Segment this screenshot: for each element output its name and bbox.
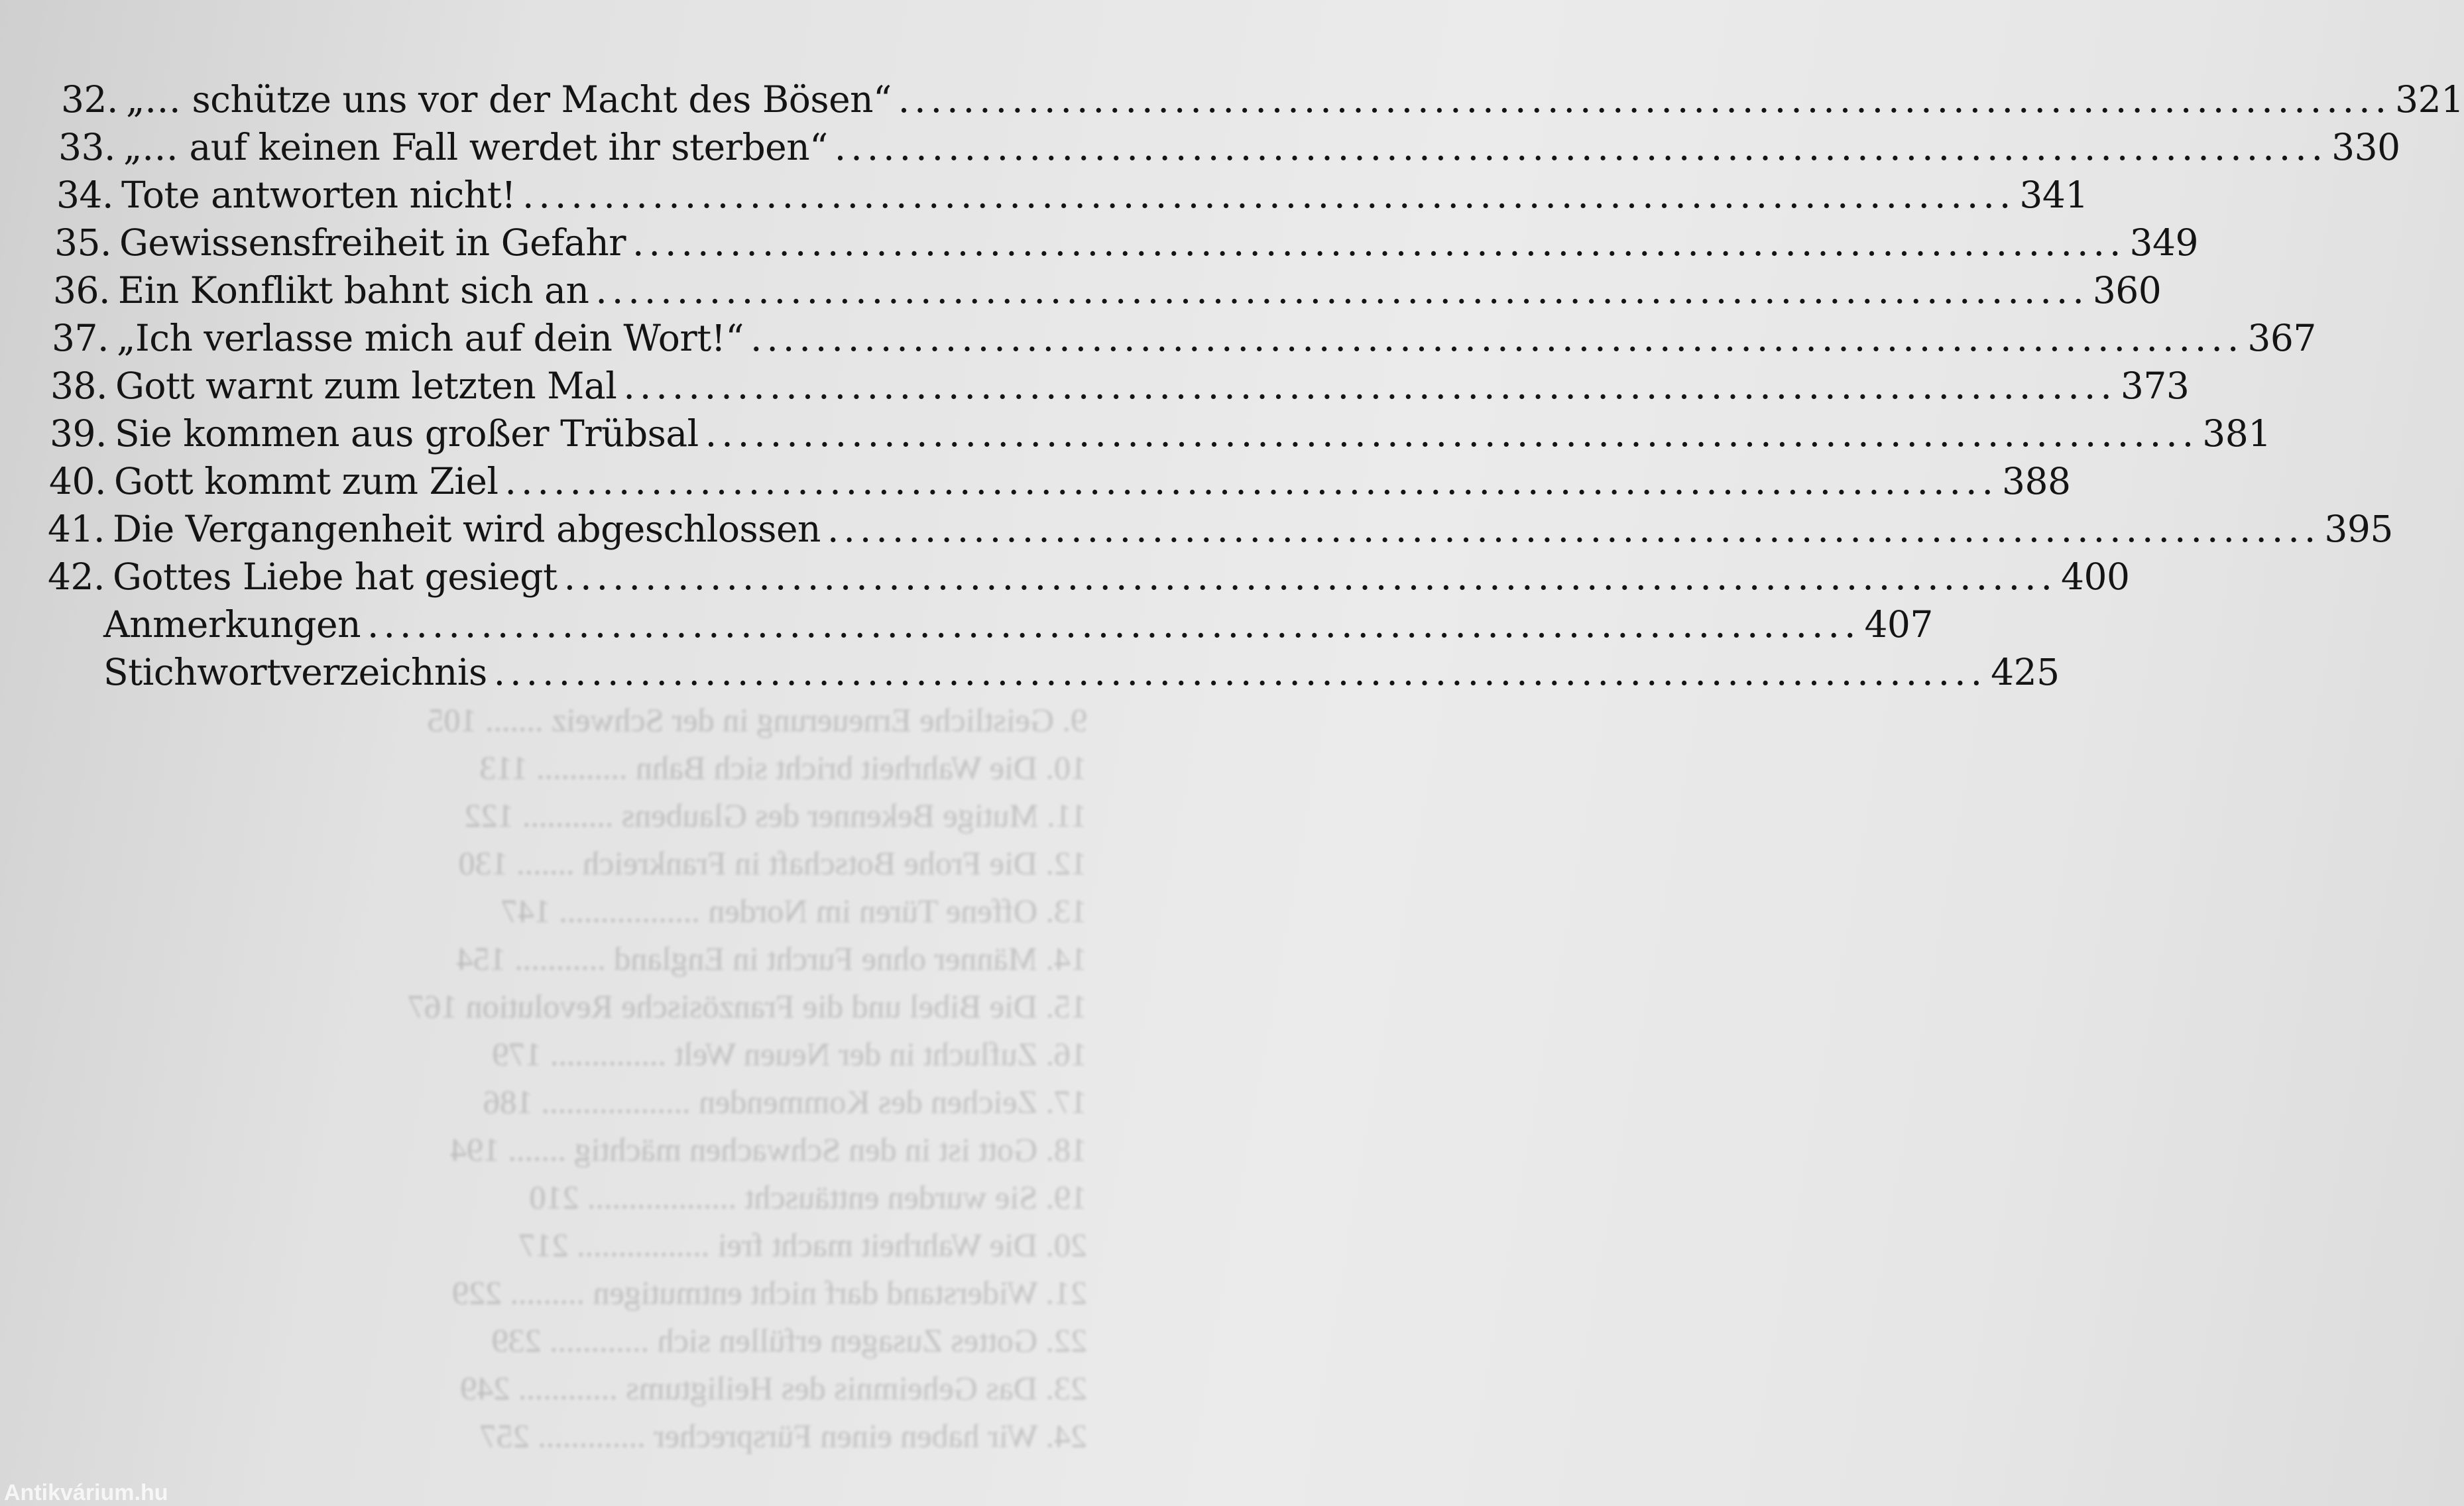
entry-title: Gottes Liebe hat gesiegt	[112, 555, 557, 598]
toc-entry	[49, 457, 2071, 505]
toc-entry	[52, 314, 2316, 362]
dot-leader: ............................................................................................	[367, 603, 1861, 646]
entry-page: 330	[2331, 126, 2400, 168]
toc-entry	[48, 505, 2393, 553]
ghost-line: 12. Die Frohe Botschaft in Frankreich ....... 130	[458, 844, 1087, 882]
ghost-line: 19. Sie wurden enttäuscht .................. 210	[529, 1179, 1087, 1216]
entry-title: „… auf keinen Fall werdet ihr sterben“	[123, 126, 828, 168]
dot-leader: ............................................................................................	[750, 317, 2244, 359]
ghost-line: 17. Zeichen des Kommenden .................. 186	[483, 1083, 1087, 1120]
entry-title: Die Vergangenheit wird abgeschlossen	[112, 508, 821, 550]
dot-leader: ............................................................................................	[827, 508, 2321, 550]
show-through-text	[40, 696, 1087, 1478]
entry-title: Ein Konflikt bahnt sich an	[117, 269, 589, 312]
toc-entry	[50, 410, 2271, 457]
entry-title: „Ich verlasse mich auf dein Wort!“	[116, 317, 744, 359]
ghost-line: 24. Wir haben einen Fürsprecher ............. 257	[479, 1417, 1087, 1454]
dot-leader: ............................................................................................	[522, 174, 2016, 216]
entry-page: 360	[2092, 269, 2162, 312]
entry-page: 395	[2324, 508, 2393, 550]
dot-leader: ............................................................................................	[504, 460, 1998, 502]
ghost-line: 10. Die Wahrheit bricht sich Bahn ........... 113	[479, 749, 1087, 786]
toc-entry	[56, 171, 2088, 219]
toc-entry	[53, 266, 2162, 314]
entry-number: 41.	[48, 508, 105, 550]
dot-leader: ............................................................................................	[493, 651, 1987, 693]
entry-page: 425	[1991, 651, 2060, 693]
toc-entry	[58, 123, 2400, 171]
entry-page: 341	[2019, 174, 2088, 216]
ghost-line: 23. Das Geheimnis des Heiligtums ............ 249	[460, 1369, 1087, 1407]
entry-number: 38.	[50, 365, 107, 407]
entry-number: 36.	[53, 269, 110, 312]
ghost-line: 21. Widerstand darf nicht entmutigen ......... 229	[452, 1274, 1087, 1311]
entry-number: 32.	[61, 78, 118, 121]
toc-entry	[95, 648, 2060, 696]
entry-page: 400	[2061, 555, 2130, 598]
dot-leader: ............................................................................................	[834, 126, 2328, 168]
ghost-line: 18. Gott ist in den Schwachen mächtig ....... 194	[450, 1131, 1087, 1168]
toc-entry	[61, 76, 2464, 123]
toc-entry	[54, 219, 2198, 266]
ghost-line: 22. Gottes Zusagen erfüllen sich ............ 239	[491, 1322, 1087, 1359]
entry-page: 388	[2001, 460, 2071, 502]
entry-title: Gewissensfreiheit in Gefahr	[119, 221, 626, 264]
toc-entry	[50, 362, 2190, 410]
entry-title: Sie kommen aus großer Trübsal	[114, 412, 699, 455]
entry-title: Gott warnt zum letzten Mal	[115, 365, 617, 407]
entry-title: „… schütze uns vor der Macht des Bösen“	[125, 78, 892, 121]
entry-number: 34.	[56, 174, 113, 216]
entry-number: 39.	[50, 412, 107, 455]
entry-page: 349	[2129, 221, 2198, 264]
entry-title: Tote antworten nicht!	[121, 174, 516, 216]
toc-entry	[48, 553, 2130, 601]
dot-leader: ............................................................................................	[705, 412, 2199, 455]
entry-number: 40.	[49, 460, 106, 502]
dot-leader: ............................................................................................	[898, 78, 2392, 121]
entry-page: 407	[1864, 603, 1933, 646]
ghost-line: 20. Die Wahrheit macht frei ................ 217	[518, 1226, 1087, 1263]
entry-page: 321	[2395, 78, 2464, 121]
entry-page: 373	[2120, 365, 2190, 407]
ghost-line: 15. Die Bibel und die Französische Revolution 167	[408, 988, 1087, 1025]
entry-number: 35.	[54, 221, 111, 264]
entry-page: 367	[2247, 317, 2316, 359]
entry-page: 381	[2202, 412, 2271, 455]
watermark-text: Antikvárium.hu	[4, 1480, 168, 1505]
dot-leader: ............................................................................................	[563, 555, 2058, 598]
entry-title: Gott kommt zum Ziel	[113, 460, 499, 502]
entry-number: 42.	[48, 555, 105, 598]
dot-leader: ............................................................................................	[595, 269, 2089, 312]
ghost-line: 11. Mutige Bekenner des Glaubens ........... 122	[464, 797, 1087, 834]
entry-title: Stichwortverzeichnis	[103, 651, 487, 693]
toc-entry	[95, 601, 1933, 648]
ghost-line: 14. Männer ohne Furcht in England ........... 154	[456, 940, 1087, 977]
dot-leader: ............................................................................................	[623, 365, 2117, 407]
ghost-line: 9. Geistliche Erneuerung in der Schweiz ....... 105	[427, 701, 1087, 738]
ghost-line: 13. Offene Türen im Norden ................. 147	[500, 892, 1087, 929]
entry-number: 33.	[58, 126, 115, 168]
entry-title: Anmerkungen	[103, 603, 361, 646]
ghost-line: 16. Zuflucht in der Neuen Welt .............. 179	[492, 1035, 1087, 1072]
entry-number: 37.	[52, 317, 109, 359]
dot-leader: ............................................................................................	[632, 221, 2126, 264]
